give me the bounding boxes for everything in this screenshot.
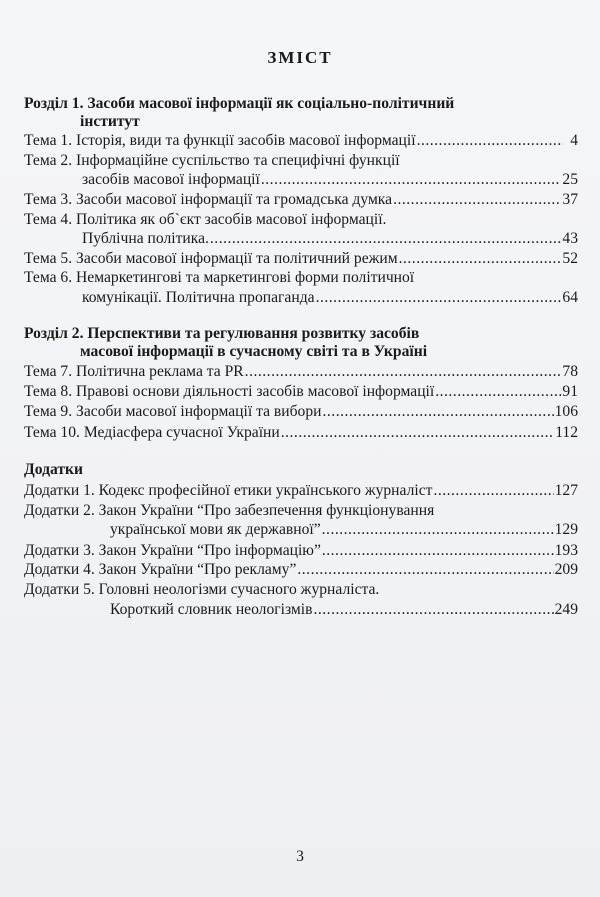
- toc-entry-title: Закон України “Про забезпечення функціонування: [98, 502, 435, 519]
- appendix-entry-5-line1[interactable]: [24, 580, 379, 600]
- toc-entry-prefix: Додатки 1.: [24, 482, 95, 499]
- toc-entry-title: Інформаційне суспільство та специфічні функції: [76, 152, 400, 169]
- appendix-entry-5-line2[interactable]: [110, 600, 578, 620]
- toc-entry-page: 37: [562, 191, 578, 208]
- toc-entry-prefix: Додатки 3.: [24, 542, 95, 559]
- leader-dots: [297, 560, 553, 580]
- toc-entry-title: Головні неологізми сучасного журналіста.: [98, 581, 380, 598]
- toc-entry-prefix: Тема 4.: [24, 211, 73, 228]
- section2-heading-line1: Розділ 2. Перспективи та регулювання розвитку засобів: [24, 325, 420, 342]
- leader-dots: [417, 131, 563, 151]
- toc-entry-title-cont: Короткий словник неологізмів: [110, 601, 313, 618]
- toc-entry-title: Правові основи діяльності засобів масової інформації: [76, 383, 435, 400]
- section2-heading-line2: масової інформації в сучасному світі та в Україні: [80, 343, 428, 360]
- toc-entry-5[interactable]: [24, 249, 578, 269]
- toc-entry-page: 25: [562, 171, 578, 188]
- toc-entry-title-cont: Публічна політика.: [82, 230, 209, 247]
- leader-dots: [210, 229, 562, 249]
- appendix-entry-1[interactable]: [24, 481, 578, 501]
- toc-entry-prefix: Додатки 2.: [24, 502, 95, 519]
- toc-entry-title: Медіасфера сучасної України: [83, 424, 280, 441]
- toc-entry-title: Закон України “Про рекламу”: [98, 561, 297, 578]
- toc-entry-8[interactable]: [24, 382, 578, 402]
- toc-entry-page: 249: [554, 601, 578, 618]
- leader-dots: [313, 600, 553, 620]
- leader-dots: [399, 249, 562, 269]
- toc-entry-title: Засоби масової інформації та політичний режим: [76, 250, 398, 267]
- leader-dots: [323, 402, 554, 422]
- toc-entry-6-line1[interactable]: [24, 268, 414, 288]
- toc-entry-4-line2[interactable]: [82, 229, 578, 249]
- toc-entry-2-line2[interactable]: [82, 170, 578, 190]
- leader-dots: [261, 170, 562, 190]
- toc-entry-page: 129: [554, 521, 578, 538]
- toc-entry-1[interactable]: [24, 131, 578, 151]
- toc-entry-page: 209: [554, 561, 578, 578]
- toc-entry-9[interactable]: [24, 402, 578, 422]
- leader-dots: [435, 382, 561, 402]
- toc-entry-title-cont: комунікації. Політична пропаганда: [82, 289, 315, 306]
- toc-entry-page: 43: [562, 230, 578, 247]
- toc-title: ЗМІСТ: [267, 48, 333, 67]
- appendix-entry-4[interactable]: [24, 560, 578, 580]
- toc-entry-prefix: Додатки 4.: [24, 561, 95, 578]
- section1-heading-line2: інститут: [80, 113, 140, 130]
- toc-entry-prefix: Тема 8.: [24, 383, 73, 400]
- toc-entry-4-line1[interactable]: [24, 210, 386, 230]
- toc-entry-page: 64: [562, 289, 578, 306]
- toc-entry-page: 91: [562, 383, 578, 400]
- toc-entry-title: Історія, види та функції засобів масової інформації: [76, 132, 416, 149]
- leader-dots: [433, 481, 553, 501]
- toc-entry-page: 193: [554, 542, 578, 559]
- toc-entry-page: 112: [555, 424, 578, 441]
- appendix-entry-3[interactable]: [24, 541, 578, 561]
- leader-dots: [393, 190, 561, 210]
- toc-entry-title: Закон України “Про інформацію”: [98, 542, 321, 559]
- toc-entry-2-line1[interactable]: [24, 151, 400, 171]
- toc-entry-prefix: Тема 7.: [24, 363, 73, 380]
- toc-entry-3[interactable]: [24, 190, 578, 210]
- toc-entry-page: 4: [570, 132, 578, 149]
- toc-entry-prefix: Тема 6.: [24, 269, 73, 286]
- toc-entry-prefix: Тема 5.: [24, 250, 73, 267]
- leader-dots: [316, 288, 562, 308]
- leader-dots: [322, 541, 554, 561]
- toc-entry-prefix: Тема 3.: [24, 191, 73, 208]
- toc-entry-page: 52: [562, 250, 578, 267]
- toc-entry-title-cont: української мови як державної”: [110, 521, 321, 538]
- toc-entry-title-cont: засобів масової інформації: [82, 171, 260, 188]
- toc-entry-title: Політична реклама та PR: [76, 363, 244, 380]
- leader-dots: [322, 520, 554, 540]
- toc-entry-title: Політика як об`єкт засобів масової інформації.: [76, 211, 387, 228]
- leader-dots: [281, 423, 554, 443]
- appendix-entry-2-line2[interactable]: [110, 520, 578, 540]
- page-number: 3: [296, 848, 304, 865]
- toc-entry-page: 106: [554, 403, 578, 420]
- toc-entry-7[interactable]: [24, 362, 578, 382]
- leader-dots: [245, 362, 562, 382]
- toc-entry-title: Засоби масової інформації та громадська думка: [76, 191, 393, 208]
- toc-entry-title: Немаркетингові та маркетингові форми політичної: [76, 269, 415, 286]
- toc-entry-prefix: Тема 10.: [24, 424, 80, 441]
- toc-entry-title: Кодекс професійної етики українського журналіст: [98, 482, 433, 499]
- toc-entry-title: Засоби масової інформації та вибори: [76, 403, 322, 420]
- toc-entry-6-line2[interactable]: [82, 288, 578, 308]
- appendix-entry-2-line1[interactable]: [24, 501, 434, 521]
- toc-entry-page: 127: [554, 482, 578, 499]
- appendices-heading: Додатки: [24, 461, 83, 478]
- toc-entry-prefix: Тема 9.: [24, 403, 73, 420]
- toc-entry-prefix: Додатки 5.: [24, 581, 95, 598]
- toc-entry-prefix: Тема 2.: [24, 152, 73, 169]
- toc-entry-10[interactable]: [24, 423, 578, 443]
- toc-entry-page: 78: [562, 363, 578, 380]
- section1-heading-line1: Розділ 1. Засоби масової інформації як соціально-політичний: [24, 95, 455, 112]
- toc-entry-prefix: Тема 1.: [24, 132, 73, 149]
